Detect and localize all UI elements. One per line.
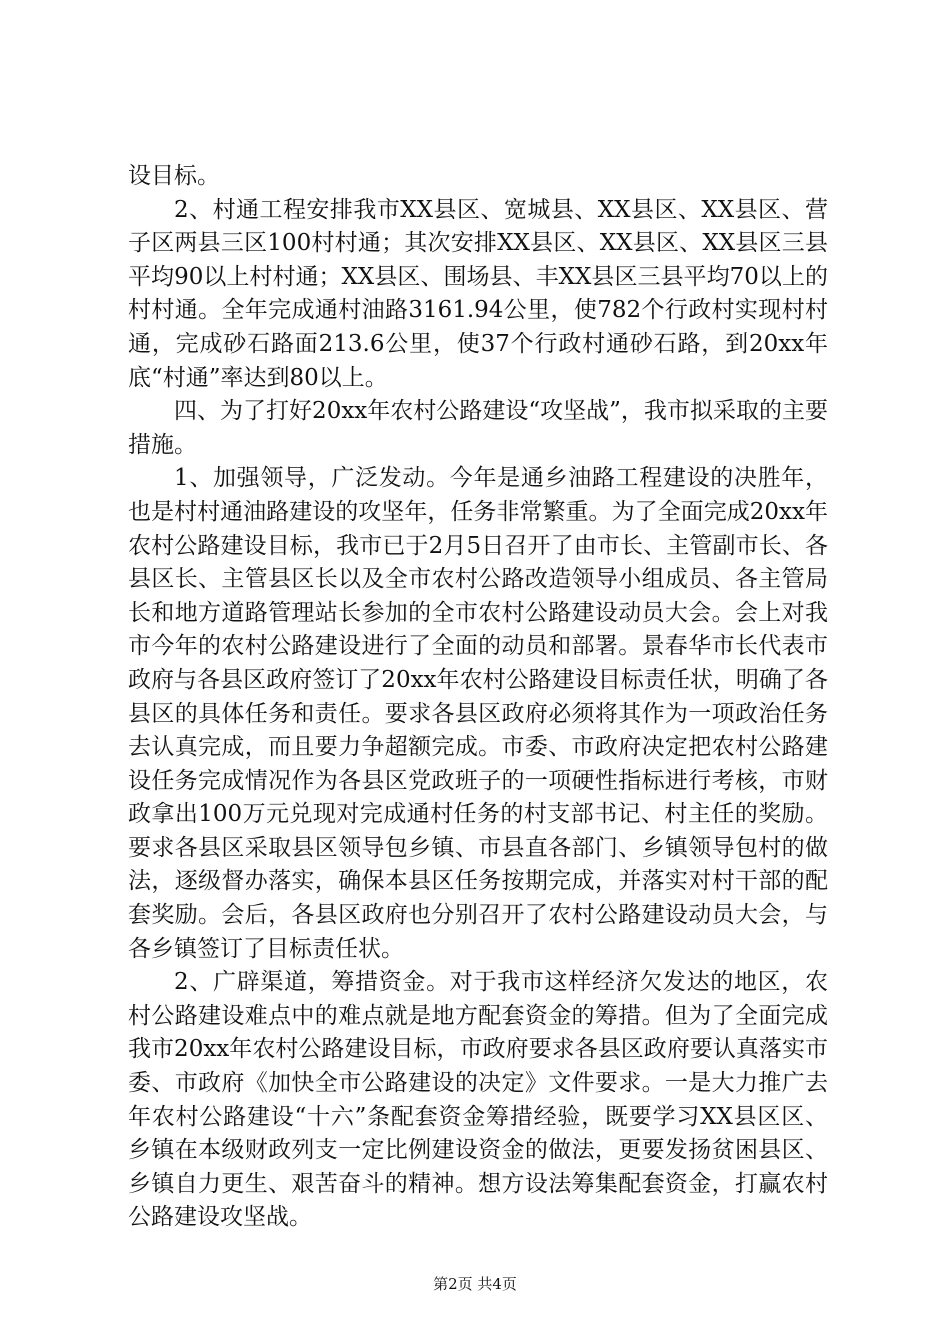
paragraph-funding-channels: 2、广辟渠道，筹措资金。对于我市这样经济欠发达的地区，农村公路建设难点中的难点就是地方配套资金的筹措。但为了全面完成我市20xx年农村公路建设目标，市政府要求各县区政府要认真落实市委、市政府《加快全市公路建设的决定》文件要求。一是大力推广去年农村公路建设“十六”条配套资金筹措经验，既要学习XX县区区、乡镇在本级财政列支一定比例建设资金的做法，更要发扬贫困县区、乡镇自力更生、艰苦奋斗的精神。想方设法筹集配套资金，打赢农村公路建设攻坚战。 (128, 969, 828, 1231)
paragraph-village-access-plan: 2、村通工程安排我市XX县区、宽城县、XX县区、XX县区、营子区两县三区100村村通；其次安排XX县区、XX县区、XX县区三县平均90以上村村通；XX县区、围场县、丰XX县区三县平均70以上的村村通。全年完成通村油路3161.94公里，使782个行政村实现村村通，完成砂石路面213.6公里，使37个行政村通砂石路，到20xx年底“村通”率达到80以上。 (128, 196, 828, 391)
paragraph-leadership-mobilization: 1、加强领导，广泛发动。今年是通乡油路工程建设的决胜年，也是村村通油路建设的攻坚年，任务非常繁重。为了全面完成20xx年农村公路建设目标，我市已于2月5日召开了由市长、主管副市长、各县区长、主管县区长以及全市农村公路改造领导小组成员、各主管局长和地方道路管理站长参加的全市农村公路建设动员大会。会上对我市今年的农村公路建设进行了全面的动员和部署。景春华市长代表市政府与各县区政府签订了20xx年农村公路建设目标责任状，明确了各县区的具体任务和责任。要求各县区政府必须将其作为一项政治任务去认真完成，而且要力争超额完成。市委、市政府决定把农村公路建设任务完成情况作为各县区党政班子的一项硬性指标进行考核，市财政拿出100万元兑现对完成通村任务的村支部书记、村主任的奖励。要求各县区采取县区领导包乡镇、市县直各部门、乡镇领导包村的做法，逐级督办落实，确保本县区任务按期完成，并落实对村干部的配套奖励。会后，各县区政府也分别召开了农村公路建设动员大会，与各乡镇签订了目标责任状。 (128, 465, 828, 962)
paragraph-section-heading-measures: 四、为了打好20xx年农村公路建设“攻坚战”，我市拟采取的主要措施。 (128, 398, 828, 458)
document-body (128, 160, 828, 1235)
page-footer (0, 1274, 950, 1294)
page-number-label: 第2页 共4页 (433, 1275, 517, 1293)
paragraph-continuation: 设目标。 (128, 163, 220, 189)
